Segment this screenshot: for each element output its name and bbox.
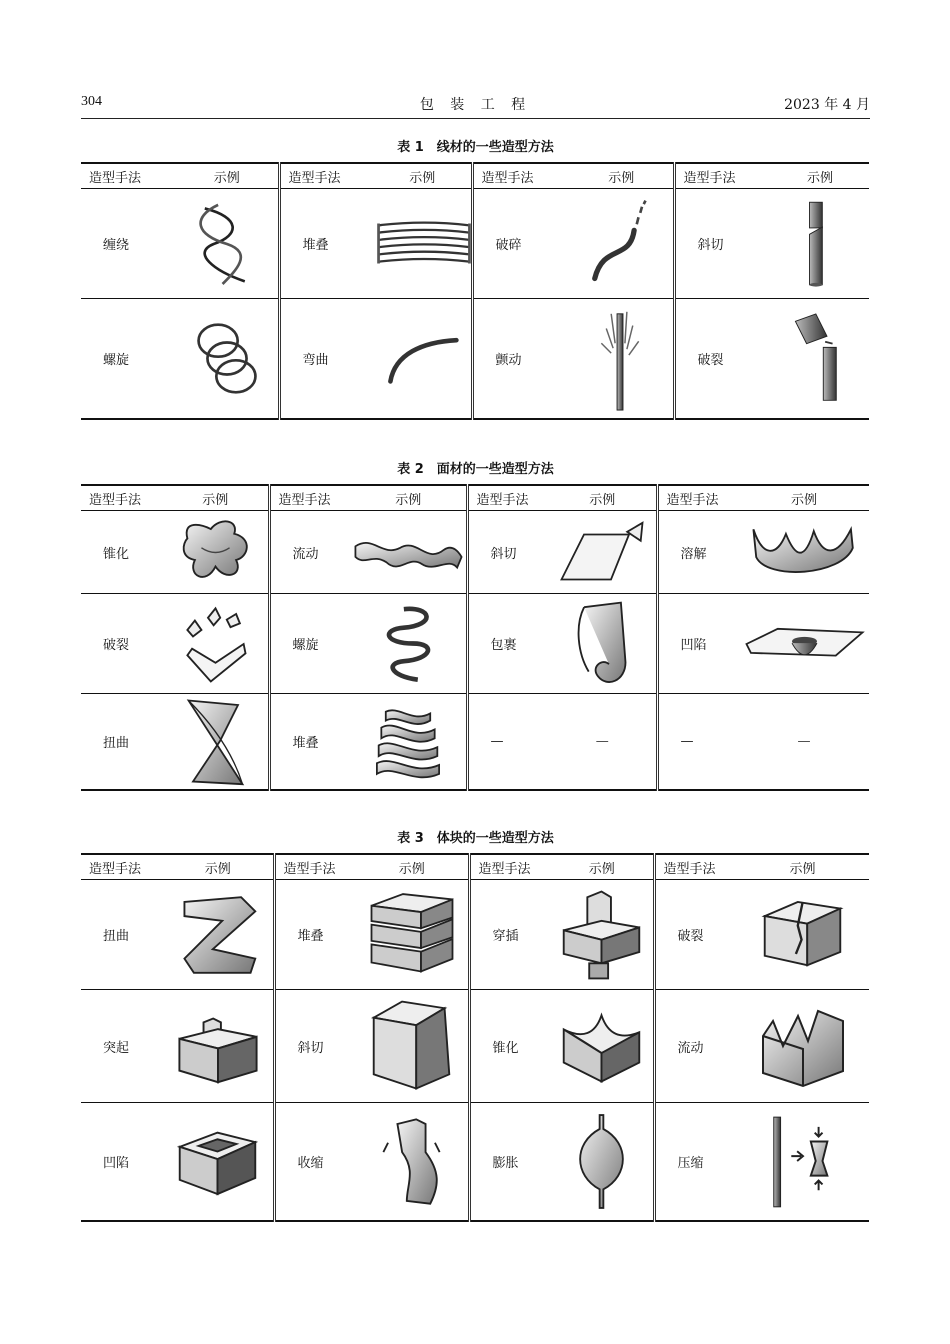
col-header-method: 造型手法: [81, 485, 163, 511]
spiral-strip-icon: [376, 601, 441, 686]
col-header-method: 造型手法: [81, 163, 176, 189]
method-label: 缠绕: [81, 189, 176, 299]
cut-sheet-icon: [557, 520, 647, 585]
table3-caption: 表 3 体块的一些造型方法: [397, 831, 554, 846]
table-header-row: [81, 485, 869, 511]
table-row: [81, 694, 869, 790]
shattered-sheet-icon: [178, 605, 253, 683]
journal-title: 包 装 工 程: [419, 97, 532, 113]
col-header-example: 示例: [736, 854, 869, 880]
table-row: [81, 189, 869, 299]
col-header-example: 示例: [163, 854, 274, 880]
col-header-example: 示例: [351, 485, 467, 511]
method-label: 斜切: [274, 990, 356, 1103]
col-header-method: 造型手法: [657, 485, 739, 511]
method-label: 收缩: [297, 1155, 324, 1171]
table-row: [81, 1103, 869, 1221]
method-label: 颤动: [495, 352, 522, 368]
col-header-example: 示例: [551, 854, 654, 880]
table3-block-methods: [81, 853, 869, 1222]
method-label: 突起: [81, 990, 163, 1103]
twisted-sheet-icon: [183, 696, 248, 786]
table-row: [81, 299, 869, 419]
compressed-column-icon: [764, 1112, 842, 1210]
method-label: 锥化: [469, 990, 551, 1103]
table-header-row: [81, 854, 869, 880]
table-header-row: [81, 163, 869, 189]
method-label: 流动: [654, 990, 736, 1103]
col-header-method: 造型手法: [467, 485, 549, 511]
empty-example: —: [549, 694, 657, 790]
curved-wire-icon: [380, 331, 465, 386]
coil-spring-icon: [187, 316, 267, 401]
col-header-example: 示例: [771, 163, 869, 189]
col-header-method: 造型手法: [654, 854, 736, 880]
broken-wire-icon: [586, 196, 656, 291]
running-header: [81, 92, 870, 119]
col-header-method: 造型手法: [269, 485, 351, 511]
method-label: 凹陷: [103, 1155, 130, 1171]
method-label: —: [490, 733, 504, 749]
col-header-example: 示例: [163, 485, 269, 511]
recessed-block-icon: [175, 1122, 260, 1200]
method-label: 破碎: [472, 189, 570, 299]
method-label: 破裂: [697, 352, 724, 368]
col-header-example: 示例: [549, 485, 657, 511]
method-label: 扭曲: [103, 735, 130, 751]
bulging-form-icon: [569, 1109, 634, 1214]
method-label: 堆叠: [279, 189, 374, 299]
col-header-example: 示例: [176, 163, 279, 189]
method-label: 包裹: [467, 594, 549, 694]
rolled-sheet-icon: [570, 598, 635, 690]
method-label: 穿插: [469, 880, 551, 990]
twisted-block-icon: [175, 891, 260, 979]
bevel-cut-tube-icon: [793, 196, 848, 291]
shrinking-vase-icon: [374, 1114, 449, 1209]
method-label: 压缩: [677, 1155, 704, 1171]
table2-caption: 表 2 面材的一些造型方法: [397, 462, 554, 477]
tapered-sheet-icon: [178, 515, 253, 590]
dented-plate-icon: [742, 620, 867, 668]
cracked-block-icon: [760, 896, 845, 974]
twisted-wire-icon: [187, 194, 267, 294]
table1-wire-methods: [81, 162, 869, 420]
stacked-wires-icon: [374, 216, 474, 271]
method-label: 溶解: [657, 511, 739, 594]
raised-block-icon: [174, 1005, 262, 1087]
method-label: 堆叠: [274, 880, 356, 990]
method-label: 螺旋: [103, 352, 130, 368]
issue-date: 2023 年 4 月: [784, 97, 870, 113]
method-label: 斜切: [467, 511, 549, 594]
vibrating-rod-icon: [591, 304, 651, 412]
table-row: [81, 511, 869, 594]
method-label: 斜切: [674, 189, 771, 299]
beveled-block-icon: [369, 997, 454, 1095]
method-label: 螺旋: [269, 594, 351, 694]
flowing-block-icon: [758, 1001, 848, 1091]
method-label: 堆叠: [292, 735, 319, 751]
method-label: 破裂: [81, 594, 163, 694]
col-header-example: 示例: [356, 854, 469, 880]
wavy-ribbon-icon: [351, 530, 466, 575]
stacked-ribbon-icon: [368, 701, 448, 781]
page-number: 304: [81, 94, 102, 109]
melting-sheet-icon: [747, 520, 862, 585]
method-label: 凹陷: [657, 594, 739, 694]
table-row: [81, 990, 869, 1103]
method-label: 破裂: [654, 880, 736, 990]
col-header-example: 示例: [570, 163, 674, 189]
table1-caption: 表 1 线材的一些造型方法: [397, 140, 554, 155]
interpenetrating-blocks-icon: [559, 886, 644, 984]
method-label: 膨胀: [492, 1155, 519, 1171]
method-label: 流动: [269, 511, 351, 594]
col-header-method: 造型手法: [274, 854, 356, 880]
table-row: [81, 594, 869, 694]
cracked-tube-icon: [788, 311, 853, 406]
empty-example: —: [797, 733, 811, 749]
stacked-blocks-icon: [367, 889, 457, 981]
method-label: 弯曲: [302, 352, 329, 368]
col-header-method: 造型手法: [674, 163, 771, 189]
col-header-method: 造型手法: [472, 163, 570, 189]
method-label: —: [680, 733, 694, 749]
col-header-method: 造型手法: [279, 163, 374, 189]
table-row: [81, 880, 869, 990]
method-label: 锥化: [81, 511, 163, 594]
col-header-example: 示例: [739, 485, 869, 511]
method-label: 扭曲: [81, 880, 163, 990]
col-header-method: 造型手法: [81, 854, 163, 880]
tapered-block-icon: [559, 1005, 644, 1087]
col-header-method: 造型手法: [469, 854, 551, 880]
table2-sheet-methods: [81, 484, 869, 791]
col-header-example: 示例: [374, 163, 472, 189]
